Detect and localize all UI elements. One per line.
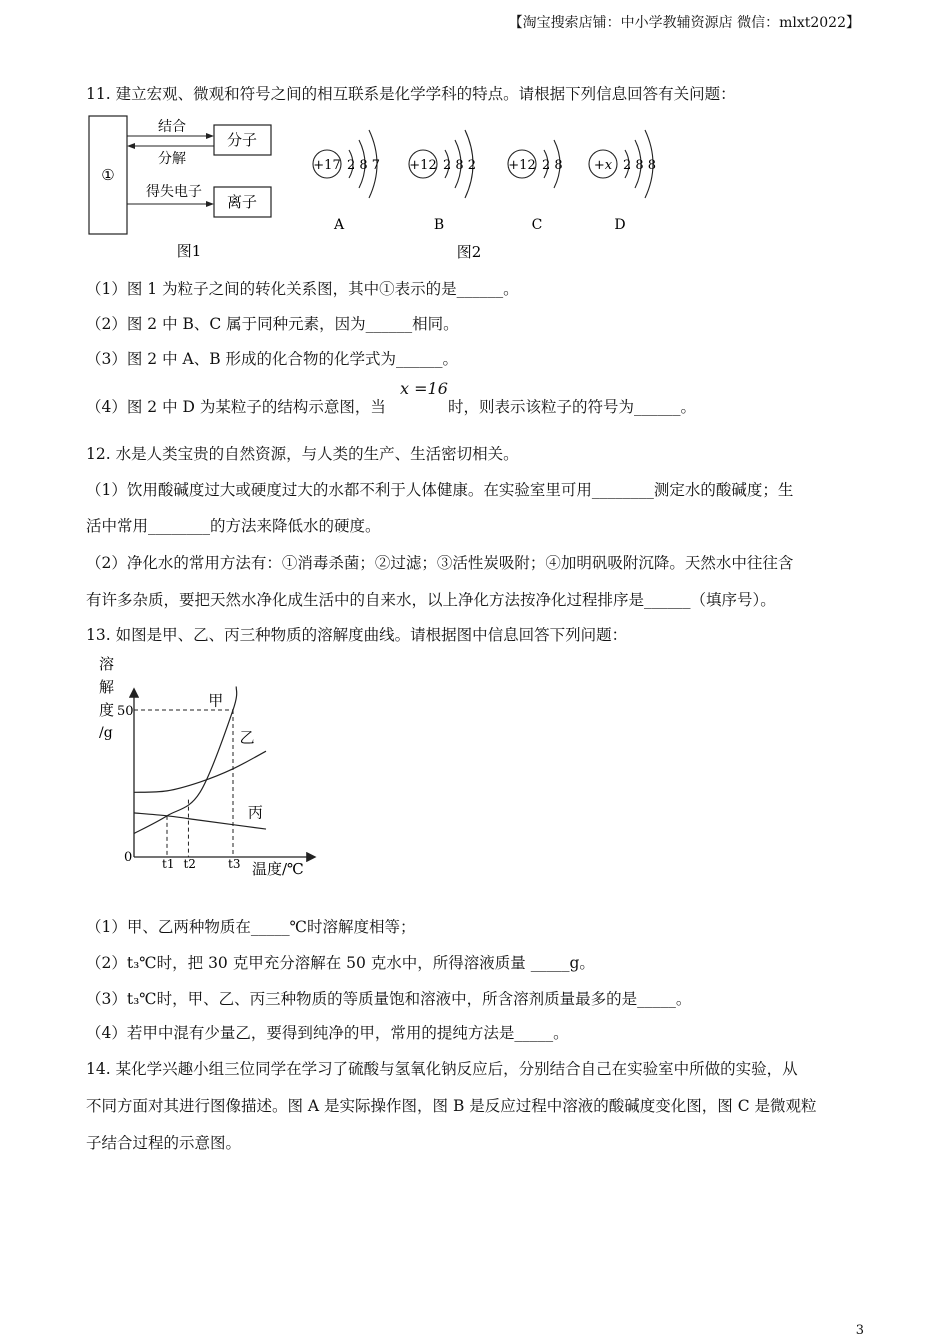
q11-p3: （3）图 2 中 A、B 形成的化合物的化学式为______。	[86, 350, 459, 368]
electrons-c: 2 8	[542, 158, 563, 173]
figure-2	[305, 118, 685, 263]
x-tick-1: t1	[162, 857, 175, 871]
q14-line2: 不同方面对其进行图像描述。图 A 是实际操作图，图 B 是反应过程中溶液的酸碱度变化图，图 C 是微观粒	[86, 1097, 817, 1115]
y-tick-50: 50	[117, 704, 134, 719]
q11-p4-suffix: 时，则表示该粒子的符号为______。	[448, 398, 697, 416]
figure-1	[86, 112, 286, 262]
decompose-label: 分解	[158, 151, 186, 167]
q11-p4-x-equation: x =16	[400, 379, 448, 398]
ylabel-char-3: 度	[99, 701, 115, 719]
atom-d	[589, 130, 656, 233]
electrons-a: 2 8 7	[347, 158, 381, 173]
series-label-2: 乙	[239, 728, 255, 747]
q13-p3: （3）t₃℃时，甲、乙、丙三种物质的等质量饱和溶液中，所含溶剂质量最多的是_____。	[86, 990, 692, 1008]
nucleus-c-label: +12	[508, 158, 536, 173]
x-axis-label: 温度/℃	[252, 860, 304, 878]
q11-p2: （2）图 2 中 B、C 属于同种元素，因为______相同。	[86, 315, 459, 333]
box-circle-label: ①	[101, 166, 115, 184]
fig1-caption: 图1	[176, 242, 202, 260]
q13-stem: 13. 如图是甲、乙、丙三种物质的溶解度曲线。请根据图中信息回答下列问题：	[86, 626, 628, 644]
ion-arrowhead	[206, 201, 214, 207]
atom-b-label: B	[433, 217, 445, 233]
q12-p2-line1: （2）净化水的常用方法有：①消毒杀菌；②过滤；③活性炭吸附；④加明矾吸附沉降。天然水中往往含	[86, 554, 794, 572]
q13-p2: （2）t₃℃时，把 30 克甲充分溶解在 50 克水中，所得溶液质量 _____g。	[86, 954, 595, 972]
atom-d-label: D	[614, 217, 626, 233]
electrons-d: 2 8 8	[623, 158, 657, 173]
x-tick-2: t2	[183, 857, 196, 871]
page-number: 3	[855, 1323, 864, 1338]
q14-line3: 子结合过程的示意图。	[86, 1134, 242, 1152]
molecule-label: 分子	[226, 131, 258, 149]
decompose-arrowhead	[127, 143, 135, 149]
electrons-b: 2 8 2	[443, 158, 477, 173]
x-tick-3: t3	[228, 857, 241, 871]
q11-p4-prefix: （4）图 2 中 D 为某粒子的结构示意图，当	[86, 398, 386, 416]
page-header: 【淘宝搜索店铺：中小学教辅资源店 微信：mlxt2022】	[508, 15, 860, 31]
fig2-caption: 图2	[456, 243, 482, 261]
combine-label: 结合	[158, 119, 186, 135]
q14-line1: 14. 某化学兴趣小组三位同学在学习了硫酸与氢氧化钠反应后，分别结合自己在实验室中所做的实验，从	[86, 1060, 798, 1078]
nucleus-b-label: +12	[409, 158, 437, 173]
series-line-2	[134, 751, 266, 792]
ylabel-char-2: 解	[99, 678, 115, 696]
ylabel-unit: /g	[99, 725, 113, 741]
nucleus-a-label: +17	[313, 158, 341, 173]
ion-label: 离子	[226, 193, 258, 211]
atom-a-label: A	[333, 217, 345, 233]
gain-lose-label: 得失电子	[146, 184, 202, 200]
ylabel-char-1: 溶	[99, 655, 115, 673]
nucleus-d-label: +x	[593, 158, 613, 173]
solubility-chart	[92, 652, 332, 882]
q11-p1: （1）图 1 为粒子之间的转化关系图，其中①表示的是______。	[86, 280, 519, 298]
series-label-3: 丙	[247, 803, 263, 822]
atom-a	[313, 130, 380, 233]
q12-p2-line2: 有许多杂质，要把天然水净化成生活中的自来水，以上净化方法按净化过程排序是______（填序号）。	[86, 591, 776, 609]
q12-p1-line2: 活中常用________的方法来降低水的硬度。	[86, 517, 381, 535]
atom-c	[508, 140, 563, 233]
series-line-3	[134, 813, 266, 829]
series-label-1: 甲	[208, 691, 224, 710]
atom-b	[409, 130, 476, 233]
q13-p1: （1）甲、乙两种物质在_____℃时溶解度相等；	[86, 918, 416, 936]
q12-stem: 12. 水是人类宝贵的自然资源，与人类的生产、生活密切相关。	[86, 445, 519, 463]
combine-arrowhead	[206, 133, 214, 139]
q12-p1-line1: （1）饮用酸碱度过大或硬度过大的水都不利于人体健康。在实验室里可用________测定水的酸碱度；生	[86, 481, 794, 499]
origin-label: 0	[124, 850, 133, 865]
q13-p4: （4）若甲中混有少量乙，要得到纯净的甲，常用的提纯方法是_____。	[86, 1024, 569, 1042]
atom-c-label: C	[531, 217, 543, 233]
q11-stem: 11. 建立宏观、微观和符号之间的相互联系是化学学科的特点。请根据下列信息回答有关问题：	[86, 85, 736, 103]
